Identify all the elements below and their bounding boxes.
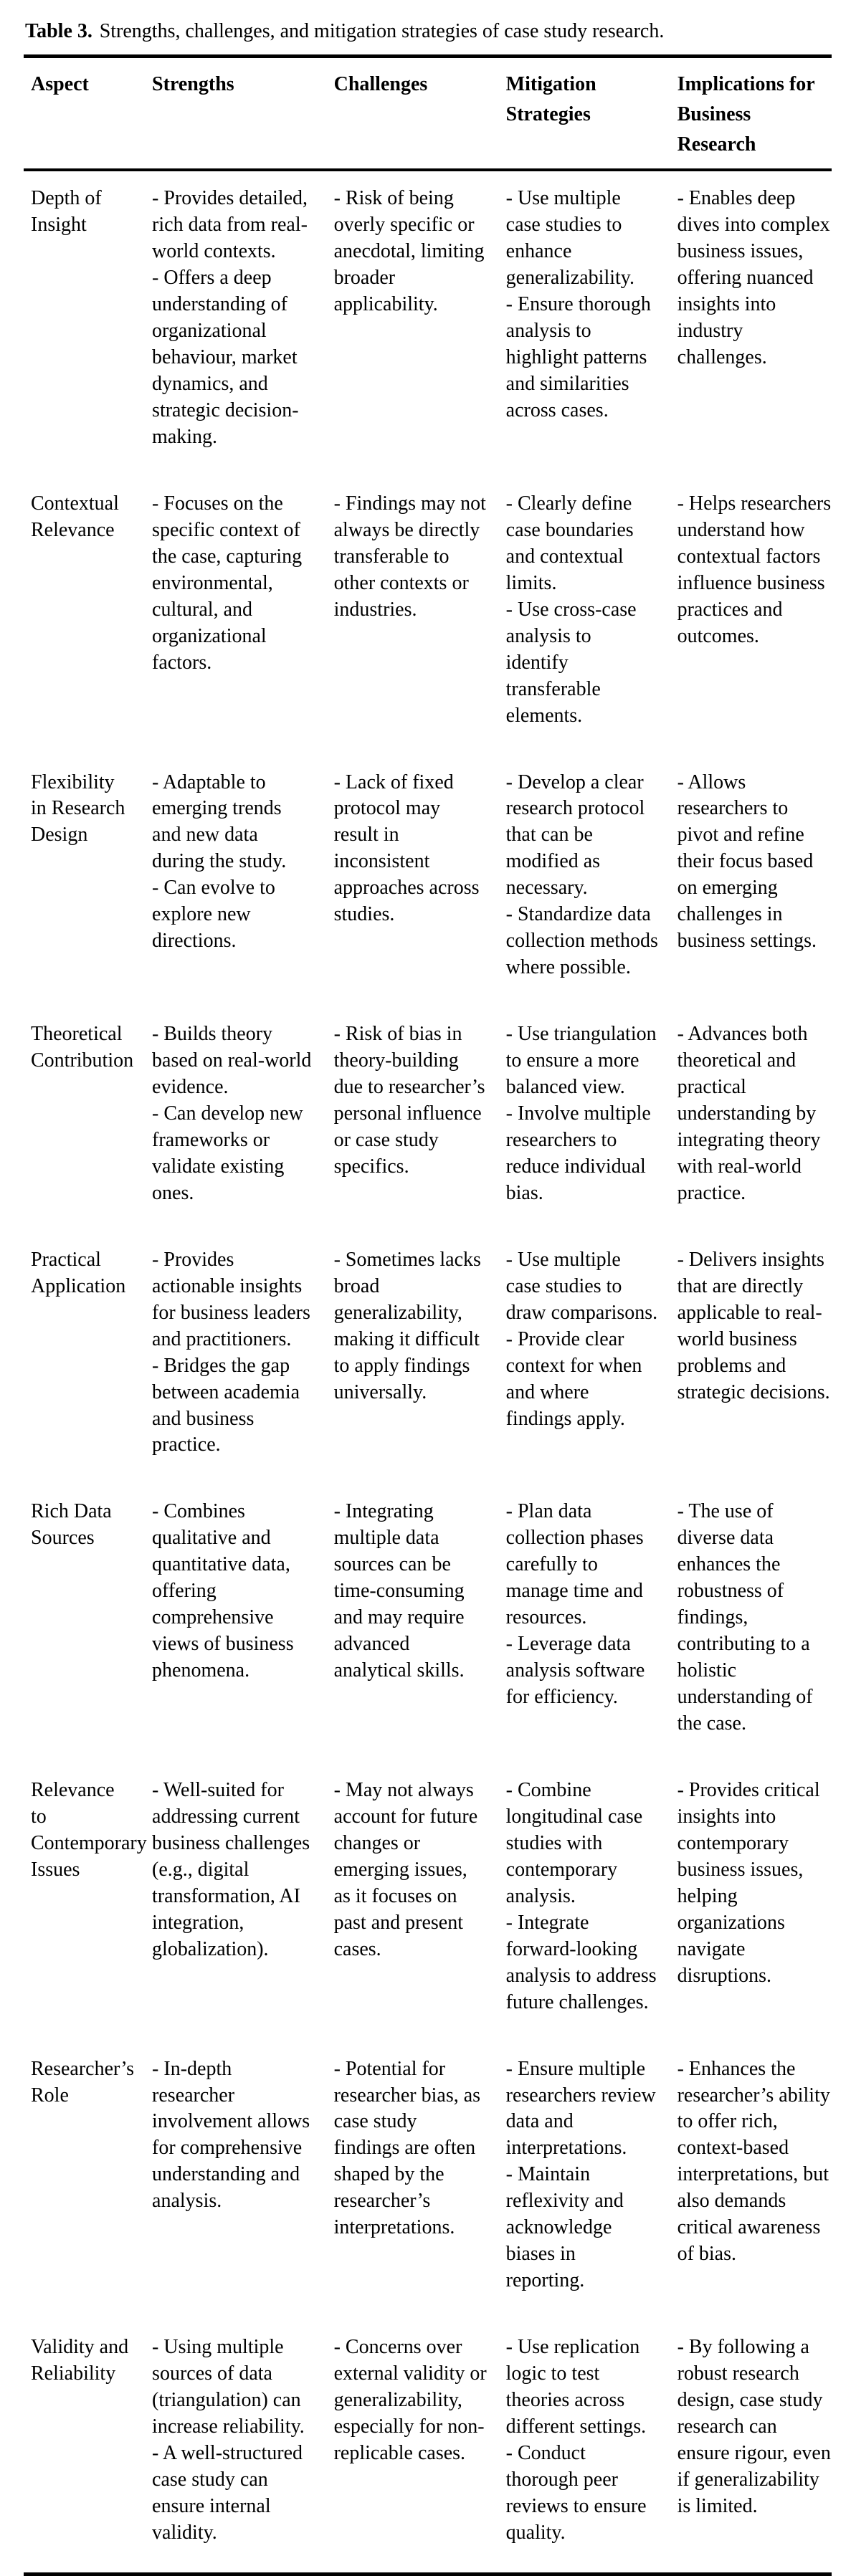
cell-implications: [670, 477, 832, 755]
table-row: [24, 755, 832, 1008]
cell-aspect: [24, 1007, 145, 1233]
cell-text: - Advances both theoretical and practical understanding by integrating theory with real-world practice.: [677, 1023, 821, 1204]
cell-challenges: [327, 755, 499, 1008]
cell-challenges: [327, 1763, 499, 2042]
cell-challenges: [327, 2042, 499, 2321]
cell-challenges: [327, 2320, 499, 2574]
cell-text: Rich Data Sources: [31, 1500, 112, 1550]
cell-text: - Well-suited for addressing current business challenges (e.g., digital transformation, AI integration, globalization).: [152, 1779, 310, 1960]
cell-text: - Provides detailed, rich data from real-world contexts.: [152, 187, 308, 263]
cell-text: Theoretical Contribution: [31, 1023, 134, 1072]
cell-text: - Focuses on the specific context of the case, capturing environmental, cultural, and organizational factors.: [152, 492, 303, 674]
cell-text: - Potential for researcher bias, as case study findings are often shaped by the researcher’s interpretations.: [333, 2057, 481, 2239]
cell-strengths: [145, 1484, 327, 1763]
cell-text: - Use replication logic to test theories across different settings.: [505, 2336, 647, 2438]
table-row: [24, 1233, 832, 1485]
table-row: [24, 170, 832, 477]
cell-strengths: [145, 1763, 327, 2042]
table-row: [24, 1763, 832, 2042]
table-row: [24, 1484, 832, 1763]
cell-aspect: [24, 170, 145, 477]
cell-implications: [670, 170, 832, 477]
cell-text: - Offers a deep understanding of organizational behaviour, market dynamics, and strategic decision-making.: [152, 267, 299, 448]
cell-text: - Enhances the researcher’s ability to offer rich, context-based interpretations, but also demands critical awareness of bias.: [677, 2057, 830, 2266]
cell-text: - Use multiple case studies to enhance generalizability.: [505, 187, 634, 290]
cell-text: - Combine longitudinal case studies with contemporary analysis.: [505, 1779, 643, 1907]
cell-challenges: [327, 1233, 499, 1485]
cell-implications: [670, 1484, 832, 1763]
cell-text: - Conduct thorough peer reviews to ensure quality.: [505, 2441, 647, 2544]
cell-text: - Risk of bias in theory-building due to researcher’s personal influence or case study specifics.: [333, 1023, 485, 1178]
cell-text: Validity and Reliability: [31, 2336, 129, 2385]
cell-text: Contextual Relevance: [31, 492, 119, 541]
cell-text: - Integrating multiple data sources can be time-consuming and may require advanced analytical skills.: [333, 1500, 465, 1682]
cell-text: - Provides critical insights into contemporary business issues, helping organizations navigate disruptions.: [677, 1779, 820, 1987]
cell-aspect: [24, 1763, 145, 2042]
cell-text: - By following a robust research design, case study research can ensure rigour, even if generalizability is limited.: [677, 2336, 831, 2517]
cell-text: - Adaptable to emerging trends and new data during the study.: [152, 771, 287, 873]
cell-aspect: [24, 1233, 145, 1485]
cell-aspect: [24, 2042, 145, 2321]
case-study-table: [24, 54, 832, 2575]
cell-text: - Delivers insights that are directly applicable to real-world business problems and strategic decisions.: [677, 1248, 830, 1403]
cell-text: Relevance to Contemporary Issues: [31, 1779, 147, 1881]
cell-mitigation: [499, 1763, 670, 2042]
cell-aspect: [24, 2320, 145, 2574]
cell-text: - Integrate forward-looking analysis to address future challenges.: [505, 1911, 657, 2013]
cell-implications: [670, 1763, 832, 2042]
column-header: Strengths: [145, 57, 327, 171]
cell-text: - A well-structured case study can ensure internal validity.: [152, 2441, 303, 2544]
cell-mitigation: [499, 1007, 670, 1233]
cell-text: - Lack of fixed protocol may result in inconsistent approaches across studies.: [333, 771, 480, 926]
cell-mitigation: [499, 2320, 670, 2574]
cell-mitigation: [499, 170, 670, 477]
cell-text: - Helps researchers understand how contextual factors influence business practices and outcomes.: [677, 492, 832, 647]
cell-text: - Standardize data collection methods where possible.: [505, 903, 658, 979]
cell-aspect: [24, 755, 145, 1008]
cell-challenges: [327, 1484, 499, 1763]
cell-text: Flexibility in Research Design: [31, 771, 125, 846]
table-row: [24, 1007, 832, 1233]
cell-implications: [670, 1233, 832, 1485]
column-header: Aspect: [24, 57, 145, 171]
cell-mitigation: [499, 477, 670, 755]
cell-text: - Bridges the gap between academia and business practice.: [152, 1354, 300, 1456]
cell-strengths: [145, 2320, 327, 2574]
cell-implications: [670, 1007, 832, 1233]
cell-text: - Plan data collection phases carefully to manage time and resources.: [505, 1500, 644, 1629]
table-caption: [25, 19, 832, 44]
cell-challenges: [327, 170, 499, 477]
table-row: [24, 2042, 832, 2321]
cell-text: - Use multiple case studies to draw comparisons.: [505, 1248, 658, 1324]
cell-text: - Concerns over external validity or generalizability, especially for non-replicable cases.: [333, 2336, 487, 2464]
column-header: Challenges: [327, 57, 499, 171]
cell-text: - Use cross-case analysis to identify transferable elements.: [505, 598, 637, 727]
cell-text: - In-depth researcher involvement allows for comprehensive understanding and analysis.: [152, 2057, 310, 2213]
cell-text: - Findings may not always be directly transferable to other contexts or industries.: [333, 492, 486, 621]
cell-text: - Ensure thorough analysis to highlight patterns and similarities across cases.: [505, 293, 651, 422]
cell-mitigation: [499, 1484, 670, 1763]
cell-mitigation: [499, 2042, 670, 2321]
cell-strengths: [145, 1007, 327, 1233]
cell-mitigation: [499, 755, 670, 1008]
cell-text: Researcher’s Role: [31, 2057, 135, 2107]
cell-text: - Ensure multiple researchers review data and interpretations.: [505, 2057, 656, 2160]
cell-text: Depth of Insight: [31, 187, 102, 237]
cell-challenges: [327, 1007, 499, 1233]
cell-text: - Leverage data analysis software for efficiency.: [505, 1633, 645, 1709]
column-header: Mitigation Strategies: [499, 57, 670, 171]
cell-text: Practical Application: [31, 1248, 126, 1297]
cell-text: - Provide clear context for when and where findings apply.: [505, 1327, 642, 1430]
header-row: [24, 57, 832, 171]
cell-text: - Allows researchers to pivot and refine their focus based on emerging challenges in business settings.: [677, 771, 817, 953]
cell-aspect: [24, 1484, 145, 1763]
cell-implications: [670, 755, 832, 1008]
cell-implications: [670, 2320, 832, 2574]
cell-challenges: [327, 477, 499, 755]
cell-strengths: [145, 1233, 327, 1485]
table-row: [24, 2320, 832, 2574]
cell-text: - Using multiple sources of data (triangulation) can increase reliability.: [152, 2336, 305, 2438]
cell-text: - Maintain reflexivity and acknowledge biases in reporting.: [505, 2163, 624, 2292]
cell-text: - The use of diverse data enhances the robustness of findings, contributing to a holistic understanding of the case.: [677, 1500, 813, 1735]
table-row: [24, 477, 832, 755]
cell-text: - Clearly define case boundaries and contextual limits.: [505, 492, 634, 594]
table-header: [24, 57, 832, 171]
cell-strengths: [145, 170, 327, 477]
table-caption-text: Strengths, challenges, and mitigation strategies of case study research.: [99, 20, 665, 42]
cell-text: - Use triangulation to ensure a more balanced view.: [505, 1023, 657, 1099]
cell-text: - Builds theory based on real-world evidence.: [152, 1023, 312, 1099]
cell-text: - May not always account for future changes or emerging issues, as it focuses on past and present cases.: [333, 1779, 478, 1960]
cell-strengths: [145, 2042, 327, 2321]
cell-text: - Sometimes lacks broad generalizability, making it difficult to apply findings universally.: [333, 1248, 481, 1403]
cell-text: - Can develop new frameworks or validate existing ones.: [152, 1102, 303, 1204]
cell-text: - Can evolve to explore new directions.: [152, 877, 275, 953]
cell-text: - Involve multiple researchers to reduce individual bias.: [505, 1102, 651, 1204]
table-body: [24, 170, 832, 2574]
cell-mitigation: [499, 1233, 670, 1485]
cell-text: - Enables deep dives into complex business issues, offering nuanced insights into industry challenges.: [677, 187, 830, 369]
cell-text: - Develop a clear research protocol that can be modified as necessary.: [505, 771, 645, 900]
cell-text: - Risk of being overly specific or anecdotal, limiting broader applicability.: [333, 187, 485, 316]
cell-implications: [670, 2042, 832, 2321]
cell-aspect: [24, 477, 145, 755]
table-caption-label: Table 3.: [25, 20, 92, 42]
cell-strengths: [145, 477, 327, 755]
column-header: Implications for Business Research: [670, 57, 832, 171]
cell-text: - Combines qualitative and quantitative data, offering comprehensive views of business phenomena.: [152, 1500, 294, 1682]
cell-text: - Provides actionable insights for business leaders and practitioners.: [152, 1248, 310, 1350]
cell-strengths: [145, 755, 327, 1008]
